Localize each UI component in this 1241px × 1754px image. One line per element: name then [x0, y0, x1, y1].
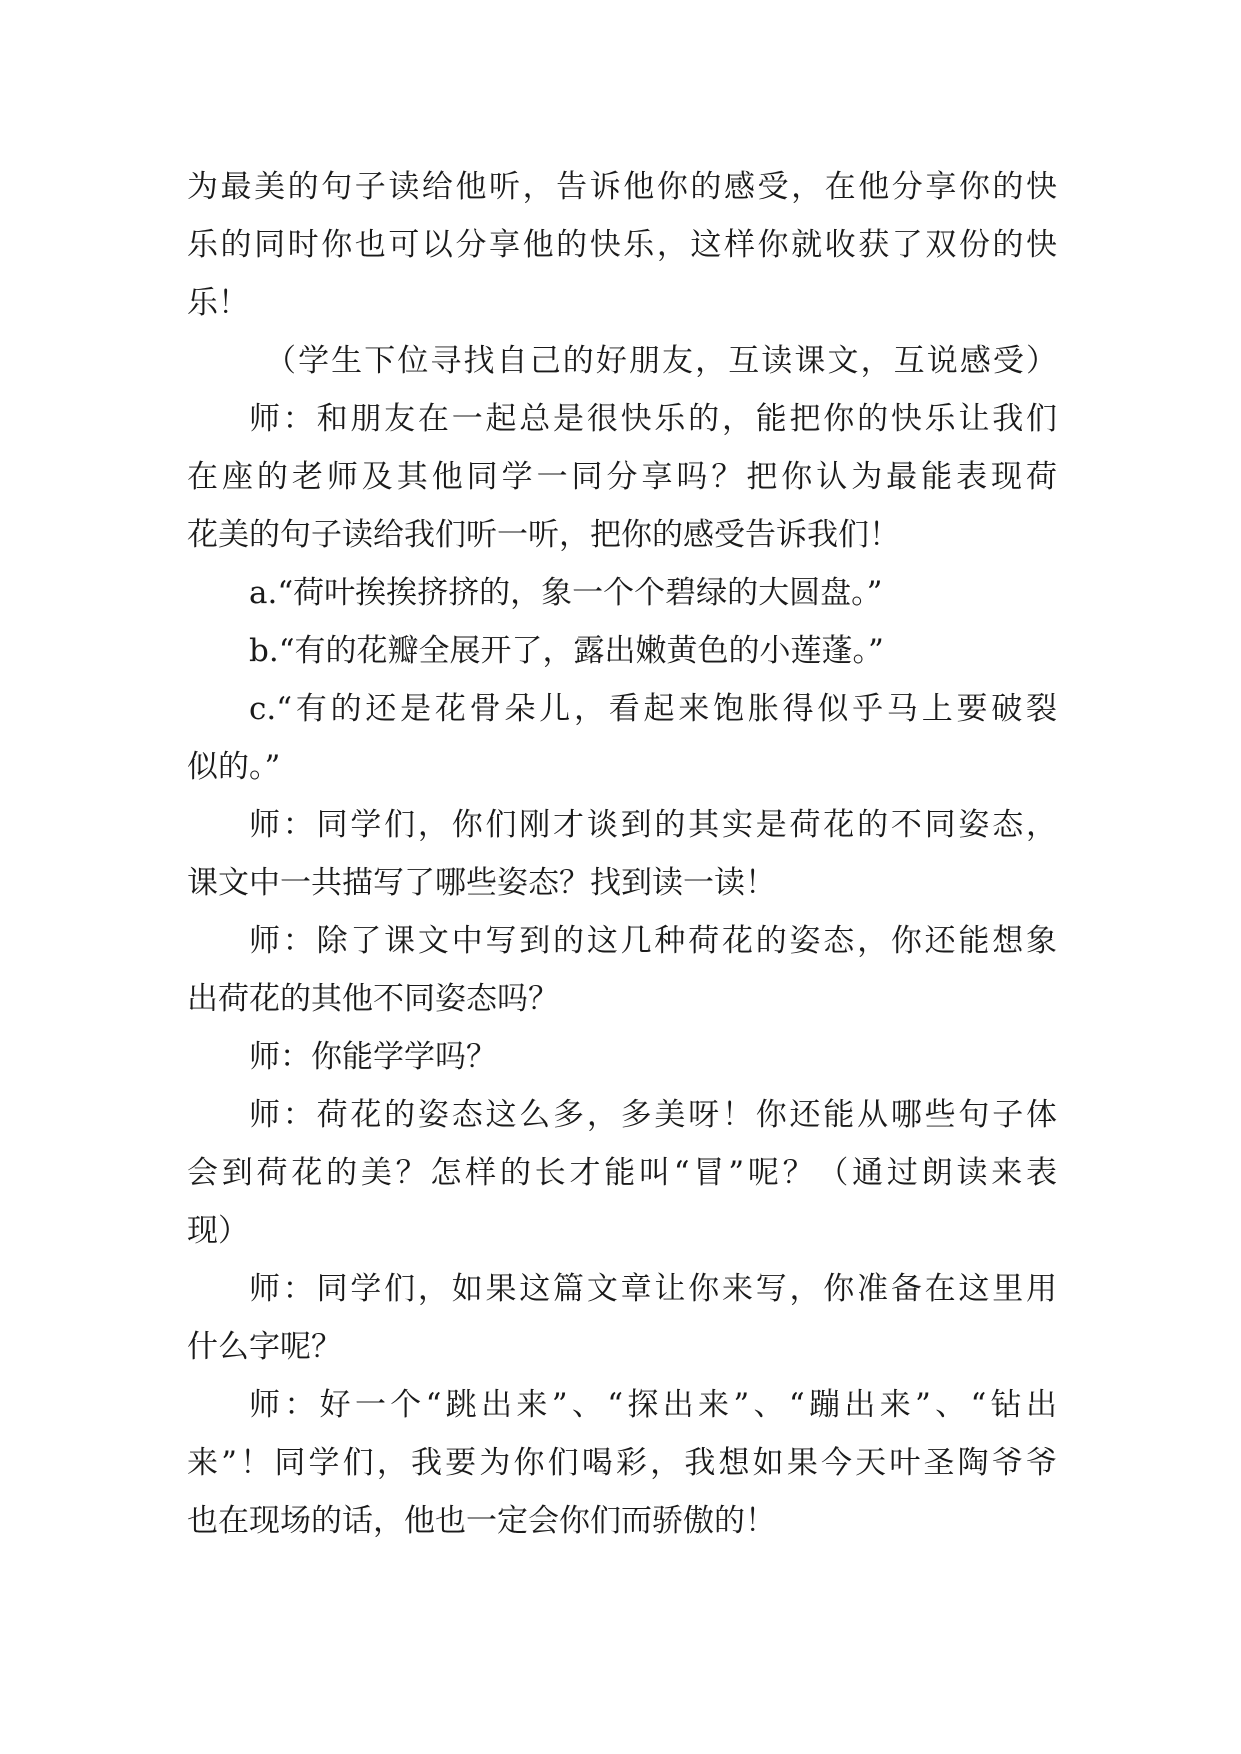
text-line: c.“有的还是花骨朵儿，看起来饱胀得似乎马上要破裂 — [249, 691, 1057, 727]
text-line: 师：你能学学吗？ — [249, 1039, 497, 1075]
text-line: 乐的同时你也可以分享他的快乐，这样你就收获了双份的快 — [187, 227, 1057, 263]
text-line: （学生下位寻找自己的好朋友，互读课文，互说感受） — [265, 343, 1057, 379]
text-line: a.“荷叶挨挨挤挤的，象一个个碧绿的大圆盘。” — [249, 575, 883, 611]
text-line: 花美的句子读给我们听一听，把你的感受告诉我们！ — [187, 517, 900, 553]
text-line: 师：同学们，如果这篇文章让你来写，你准备在这里用 — [249, 1271, 1057, 1307]
text-line: 什么字呢？ — [187, 1329, 342, 1365]
text-line: 师：好一个“跳出来”、“探出来”、“蹦出来”、“钻出 — [249, 1387, 1057, 1423]
text-line: 为最美的句子读给他听，告诉他你的感受，在他分享你的快 — [187, 169, 1057, 205]
text-line: 来”！同学们，我要为你们喝彩，我想如果今天叶圣陶爷爷 — [187, 1445, 1057, 1481]
text-line: 师：同学们，你们刚才谈到的其实是荷花的不同姿态， — [249, 807, 1057, 843]
text-line: 现） — [187, 1213, 249, 1249]
text-line: 似的。” — [187, 749, 281, 785]
document-page — [187, 158, 1057, 1550]
text-line: 师：和朋友在一起总是很快乐的，能把你的快乐让我们 — [249, 401, 1057, 437]
text-line: 在座的老师及其他同学一同分享吗？把你认为最能表现荷 — [187, 459, 1057, 495]
text-line: 会到荷花的美？怎样的长才能叫“冒”呢？（通过朗读来表 — [187, 1155, 1057, 1191]
text-line: 课文中一共描写了哪些姿态？找到读一读！ — [187, 865, 776, 901]
text-line: 出荷花的其他不同姿态吗？ — [187, 981, 559, 1017]
text-line: 师：除了课文中写到的这几种荷花的姿态，你还能想象 — [249, 923, 1057, 959]
text-line: 师：荷花的姿态这么多，多美呀！你还能从哪些句子体 — [249, 1097, 1057, 1133]
text-line: 也在现场的话，他也一定会你们而骄傲的！ — [187, 1503, 776, 1539]
text-line: 乐！ — [187, 285, 249, 321]
text-line: b.“有的花瓣全展开了，露出嫩黄色的小莲蓬。” — [249, 633, 884, 669]
